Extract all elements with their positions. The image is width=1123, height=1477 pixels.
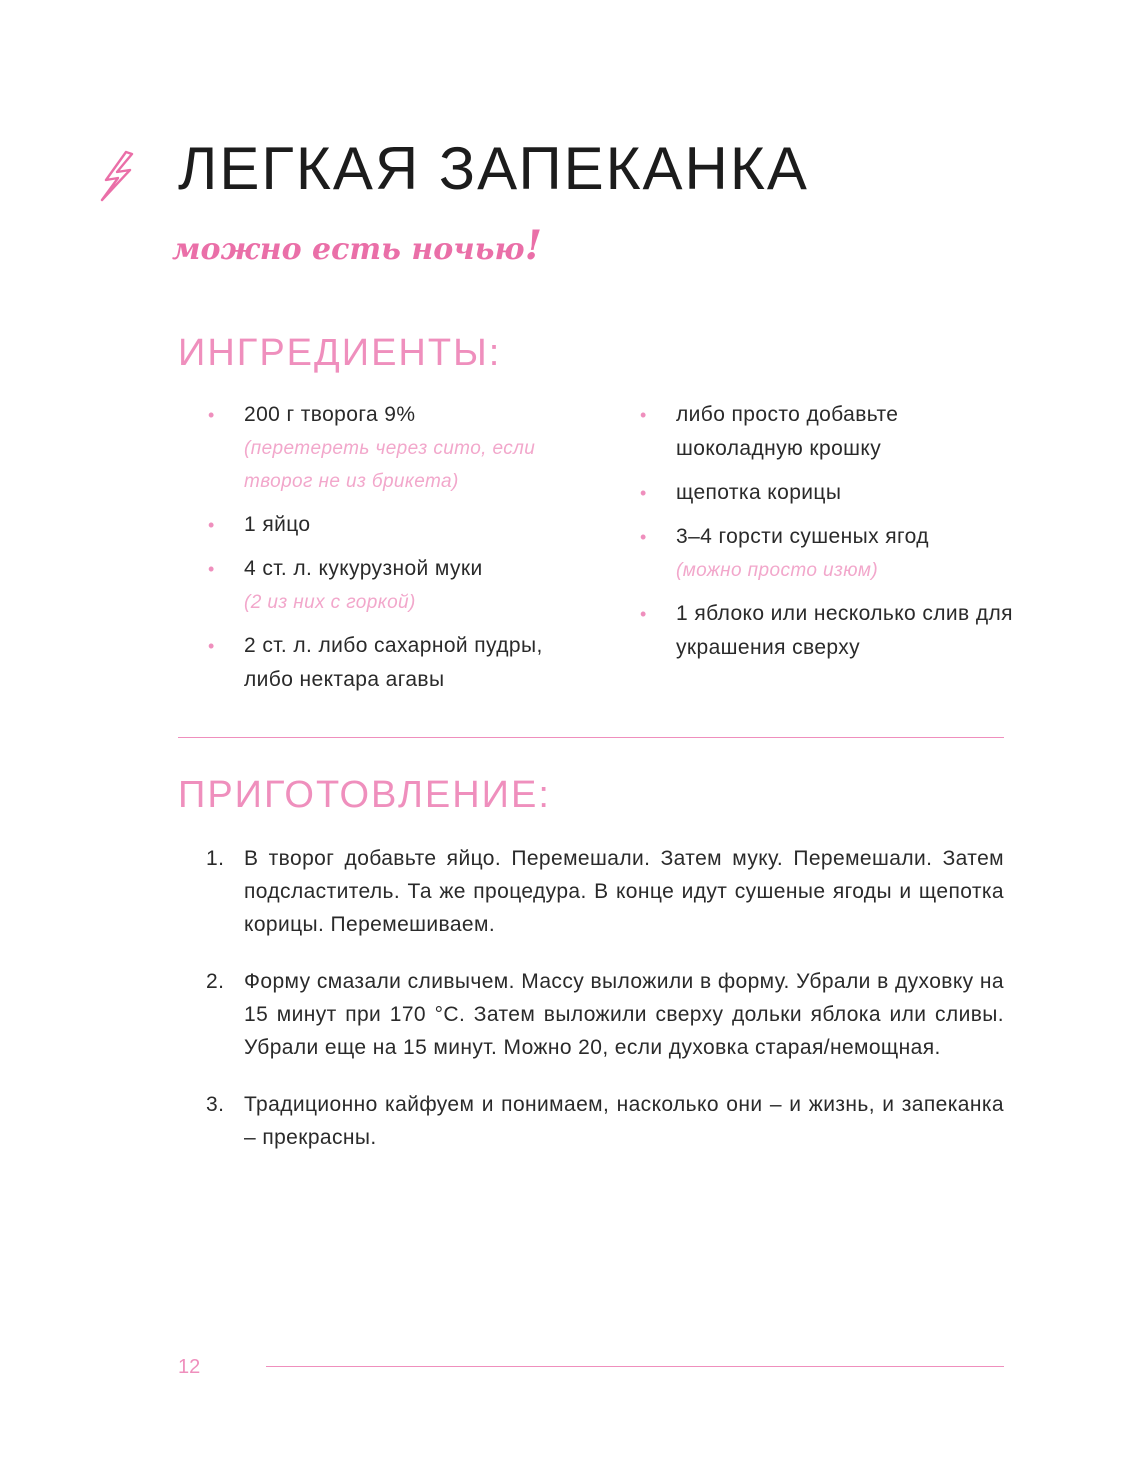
ingredient-note: (перетереть через сито, если творог не из брикета) (244, 438, 536, 492)
ingredient-item (640, 398, 1020, 466)
ingredients-list-right (640, 398, 1020, 675)
bullet-icon: • (208, 405, 215, 425)
ingredient-text: 1 яйцо (244, 513, 311, 536)
preparation-steps (206, 842, 1004, 1178)
ingredient-item (208, 398, 588, 498)
ingredient-text: 200 г творога 9% (244, 403, 416, 426)
step-text: Форму смазали сливычем. Массу выложили в форму. Убрали в духовку на 15 минут при 170 °С. Затем выложили сверху дольки яблока или сливы. Убрали еще на 15 минут. Можно 20, если духовка старая/немощная. (244, 970, 1004, 1059)
ingredient-text: 3–4 горсти сушеных ягод (676, 525, 929, 548)
page-subtitle (172, 222, 542, 269)
step-item (206, 842, 1004, 941)
bullet-icon: • (640, 527, 647, 547)
section-divider (178, 737, 1004, 738)
step-text: В творог добавьте яйцо. Перемешали. Затем муку. Перемешали. Затем подсластитель. Та же процедура. В конце идут сушеные ягоды и щепотка корицы. Перемешиваем. (244, 847, 1004, 936)
ingredient-text: либо просто добавьте шоколадную крошку (676, 403, 899, 460)
bullet-icon: • (208, 559, 215, 579)
ingredient-item (208, 552, 588, 619)
step-number: 3. (206, 1093, 225, 1116)
ingredient-text: 4 ст. л. кукурузной муки (244, 557, 483, 580)
ingredient-note: (можно просто изюм) (676, 560, 879, 581)
ingredient-item (640, 476, 1020, 510)
footer-divider (266, 1366, 1004, 1367)
ingredient-text: щепотка корицы (676, 481, 842, 504)
bullet-icon: • (640, 405, 647, 425)
bullet-icon: • (208, 636, 215, 656)
page-number: 12 (178, 1356, 201, 1378)
bullet-icon: • (640, 604, 647, 624)
step-number: 1. (206, 847, 225, 870)
step-item (206, 1088, 1004, 1154)
ingredient-text: 2 ст. л. либо сахарной пудры, либо нектара агавы (244, 634, 543, 691)
step-number: 2. (206, 970, 225, 993)
subtitle-text: можно есть ночью (172, 232, 525, 267)
ingredient-item (640, 520, 1020, 587)
ingredient-item (208, 508, 588, 542)
ingredient-note: (2 из них с горкой) (244, 592, 416, 613)
bullet-icon: • (640, 483, 647, 503)
page-title: ЛЕГКАЯ ЗАПЕКАНКА (178, 135, 809, 202)
ingredients-heading: ИНГРЕДИЕНТЫ: (178, 332, 502, 374)
preparation-heading: ПРИГОТОВЛЕНИЕ: (178, 774, 551, 816)
ingredient-item (208, 629, 588, 697)
ingredients-list-left (208, 398, 588, 707)
lightning-bolt-icon (98, 150, 136, 202)
bullet-icon: • (208, 515, 215, 535)
step-text: Традиционно кайфуем и понимаем, насколько они – и жизнь, и запеканка – прекрасны. (244, 1093, 1004, 1149)
ingredient-item (640, 597, 1020, 665)
ingredient-text: 1 яблоко или несколько слив для украшения сверху (676, 602, 1013, 659)
step-item (206, 965, 1004, 1064)
subtitle-exclamation: ! (524, 222, 543, 269)
